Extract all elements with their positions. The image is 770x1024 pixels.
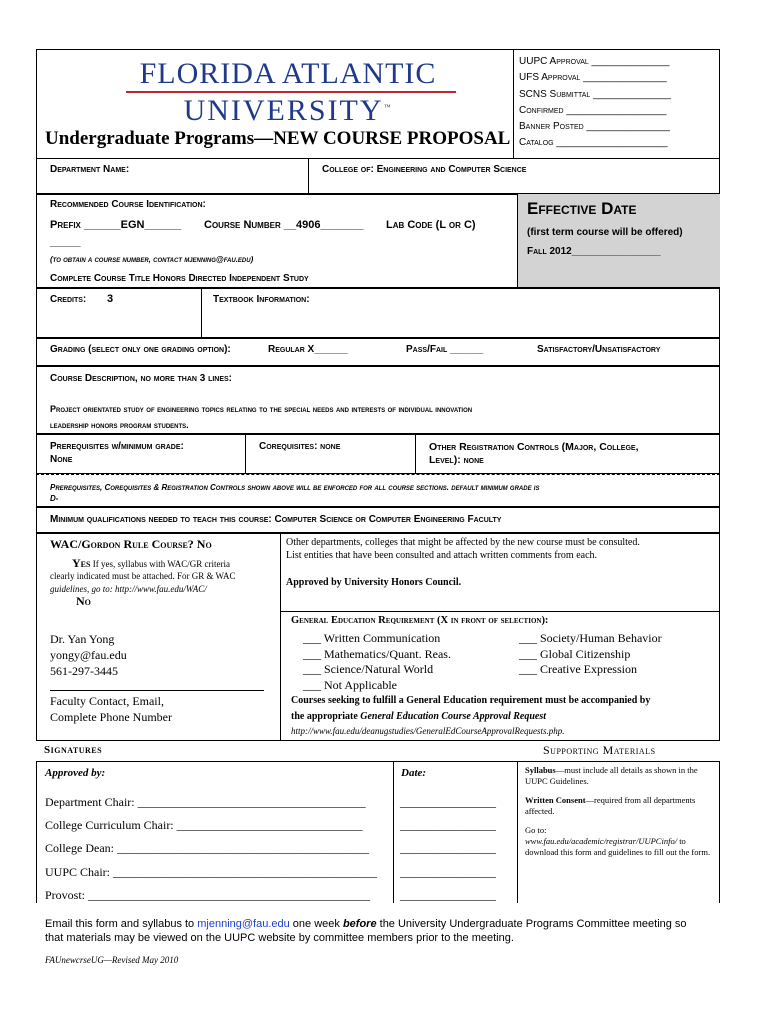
approval-banner: Banner Posted _______________ <box>519 121 670 133</box>
grading-label: Grading (select only one grading option): <box>50 344 231 355</box>
supporting-heading: Supporting Materials <box>543 743 656 757</box>
description-line2[interactable]: leadership honors program students. <box>50 420 189 430</box>
footer-line-2: that materials may be viewed on the UUPC website by committee members prior to the meeting. <box>45 932 514 944</box>
support-goto: Go to: <box>525 825 547 835</box>
wac-divider-v <box>280 533 281 741</box>
contact-block <box>50 631 127 679</box>
footer-revised: FAUnewcrseUG—Revised May 2010 <box>45 955 179 965</box>
sig-provost[interactable]: Provost: _______________________________________________ <box>45 887 371 902</box>
logo-tm: ™ <box>383 103 393 111</box>
gen-ed-science[interactable]: ___ Science/Natural World <box>303 662 434 676</box>
contact-email[interactable]: yongy@fau.edu <box>50 648 127 662</box>
date-label: Date: <box>401 767 427 779</box>
gen-ed-not-applicable[interactable]: ___ Not Applicable <box>303 677 397 692</box>
date-provost[interactable]: ________________ <box>400 887 496 902</box>
sig-college-curriculum-chair[interactable]: College Curriculum Chair: _______________________________ <box>45 818 363 833</box>
lab-code-blank: _____ <box>50 236 81 248</box>
gen-ed-written[interactable]: ___ Written Communication <box>303 631 441 645</box>
logo-rule <box>126 91 456 93</box>
coreq-label[interactable]: Corequisites: none <box>259 441 341 452</box>
grading-passfail[interactable]: Pass/Fail ______ <box>406 344 484 355</box>
course-id-heading: Recommended Course Identification: <box>50 199 206 210</box>
date-uupc-chair[interactable]: ________________ <box>400 864 496 879</box>
gen-ed-math[interactable]: ___ Mathematics/Quant. Reas. <box>303 646 451 661</box>
wac-divider-h <box>280 611 720 612</box>
sig-department-chair[interactable]: Department Chair: ______________________________________ <box>45 795 366 809</box>
footer-instructions: Email this form and syllabus to mjenning@fau.edu one week before the University Undergraduate Programs Committee meeting so that materials may be viewed on the UUPC website by committee members prior to the meeting. <box>45 918 687 944</box>
approval-ufs: UFS Approval _______________ <box>519 72 667 84</box>
wac-yes-text: If yes, syllabus with WAC/GR criteria <box>90 559 231 569</box>
grading-satisfactory[interactable]: Satisfactory/Unsatisfactory <box>537 344 661 355</box>
signature-lines <box>45 791 377 907</box>
other-controls-label-1: Other Registration Controls (Major, College, <box>429 441 639 453</box>
description-label: Course Description, no more than 3 lines: <box>50 373 233 384</box>
gen-ed-note-1: Courses seeking to fulfill a General Education requirement must be accompanied by <box>291 695 651 706</box>
enforce-text-2: D- <box>50 494 59 503</box>
form-title: Undergraduate Programs—NEW COURSE PROPOSAL <box>45 128 511 149</box>
university-logo <box>118 58 458 127</box>
college-label: College of: Engineering and Computer Science <box>322 164 527 175</box>
support-consent: Written Consent—required from all departments affected. <box>525 795 696 816</box>
prereq-row <box>36 434 720 474</box>
gen-ed-heading: General Education Requirement (X in front of selection): <box>291 615 549 626</box>
signatures-heading: Signatures <box>44 744 103 756</box>
credits-label: Credits: <box>50 294 87 305</box>
other-depts-text-1: Other departments, colleges that might be affected by the new course must be consulted. <box>286 537 640 548</box>
course-number-field[interactable]: Course Number __4906_______ <box>204 219 364 231</box>
course-title-field[interactable]: Complete Course Title Honors Directed Independent Study <box>50 273 309 284</box>
prereq-label: Prerequisites w/minimum grade: <box>50 441 184 452</box>
gen-ed-link[interactable]: http://www.fau.edu/deanugstudies/GeneralEdCourseApprovalRequests.php. <box>291 726 565 736</box>
dept-divider <box>308 158 309 194</box>
contact-name[interactable]: Dr. Yan Yong <box>50 632 115 646</box>
effective-date-subtitle: (first term course will be offered) <box>527 227 683 238</box>
approved-by-label: Approved by: <box>45 767 106 779</box>
gen-ed-note-2a: the appropriate <box>291 711 361 722</box>
gen-ed-left <box>303 631 451 693</box>
wac-yes[interactable]: Yes <box>72 556 91 570</box>
wac-no[interactable]: No <box>76 594 91 608</box>
support-goto-text: www.fau.edu/academic/registrar/UUPCinfo/ to download this form and guidelines to fill out the form. <box>525 836 711 857</box>
description-line1[interactable]: Project orientated study of engineering topics relating to the special needs and interests of individual innovation <box>50 404 473 414</box>
gen-ed-creative[interactable]: ___ Creative Expression <box>519 662 637 676</box>
date-college-dean[interactable]: ________________ <box>400 841 496 856</box>
prereq-value[interactable]: None <box>50 454 73 465</box>
approval-scns: SCNS Submittal ______________ <box>519 88 671 100</box>
date-college-curriculum-chair[interactable]: ________________ <box>400 818 496 833</box>
logo-line1: FLORIDA ATLANTIC <box>139 57 437 90</box>
other-depts-text-2: List entities that have been consulted and attach written comments from each. <box>286 550 598 561</box>
course-number-note: (to obtain a course number, contact mjenning@fau.edu) <box>50 255 254 264</box>
prereq-divider-1 <box>245 434 246 474</box>
contact-phone[interactable]: 561-297-3445 <box>50 664 118 678</box>
effective-term[interactable]: Fall 2012________________ <box>527 246 661 257</box>
credits-row <box>36 288 720 338</box>
other-depts-approved[interactable]: Approved by University Honors Council. <box>286 577 462 588</box>
textbook-label: Textbook Information: <box>213 294 310 305</box>
logo-line2: UNIVERSITY <box>183 94 384 127</box>
sig-college-dean[interactable]: College Dean: __________________________________________ <box>45 841 369 856</box>
enforce-text-1: Prerequisites, Corequisites & Registration Controls shown above will be enforced for all course sections. default minimum grade is <box>50 483 540 492</box>
prefix-field[interactable]: Prefix ______EGN______ <box>50 219 182 231</box>
sig-divider-2 <box>517 761 518 903</box>
gen-ed-society[interactable]: ___ Society/Human Behavior <box>519 631 662 645</box>
contact-label-1: Faculty Contact, Email, <box>50 694 164 708</box>
contact-rule <box>50 690 264 691</box>
footer-email-link[interactable]: mjenning@fau.edu <box>197 918 290 930</box>
effective-date-title: Effective Date <box>527 199 637 218</box>
other-controls-label-2[interactable]: Level): none <box>429 454 484 466</box>
min-qual-text[interactable]: Minimum qualifications needed to teach this course: Computer Science or Computer Engineering Faculty <box>50 514 502 525</box>
date-department-chair[interactable]: ________________ <box>400 795 496 809</box>
credits-divider <box>201 288 202 338</box>
approval-catalog: Catalog ____________________ <box>519 137 668 149</box>
prereq-divider-2 <box>415 434 416 474</box>
wac-text-3: guidelines, go to: http://www.fau.edu/WAC/ <box>50 584 207 594</box>
wac-title[interactable]: WAC/Gordon Rule Course? No <box>50 537 212 551</box>
credits-value[interactable]: 3 <box>107 293 114 305</box>
header-divider <box>513 49 514 159</box>
supporting-materials <box>525 765 713 858</box>
sig-divider-1 <box>393 761 394 903</box>
approval-confirmed: Confirmed __________________ <box>519 104 667 116</box>
wac-yes-line <box>72 556 230 571</box>
sig-uupc-chair[interactable]: UUPC Chair: ____________________________________________ <box>45 864 378 879</box>
gen-ed-note-2b: General Education Course Approval Request <box>360 711 547 722</box>
lab-code-field[interactable]: Lab Code (L or C) <box>386 219 476 231</box>
gen-ed-note-2 <box>291 711 546 722</box>
support-link[interactable]: www.fau.edu/academic/registrar/UUPCinfo/ <box>525 836 678 846</box>
approval-uupc: UUPC Approval ______________ <box>519 56 670 67</box>
support-syllabus: Syllabus—must include all details as shown in the UUPC Guidelines. <box>525 765 698 786</box>
approval-list <box>519 54 671 152</box>
department-name-label: Department Name: <box>50 164 130 175</box>
gen-ed-global[interactable]: ___ Global Citizenship <box>519 646 631 661</box>
gen-ed-right <box>519 631 662 678</box>
contact-label-2: Complete Phone Number <box>50 710 172 724</box>
date-lines <box>400 791 496 907</box>
grading-regular[interactable]: Regular X______ <box>268 344 348 355</box>
wac-text-2: clearly indicated must be attached. For GR & WAC <box>50 571 236 581</box>
